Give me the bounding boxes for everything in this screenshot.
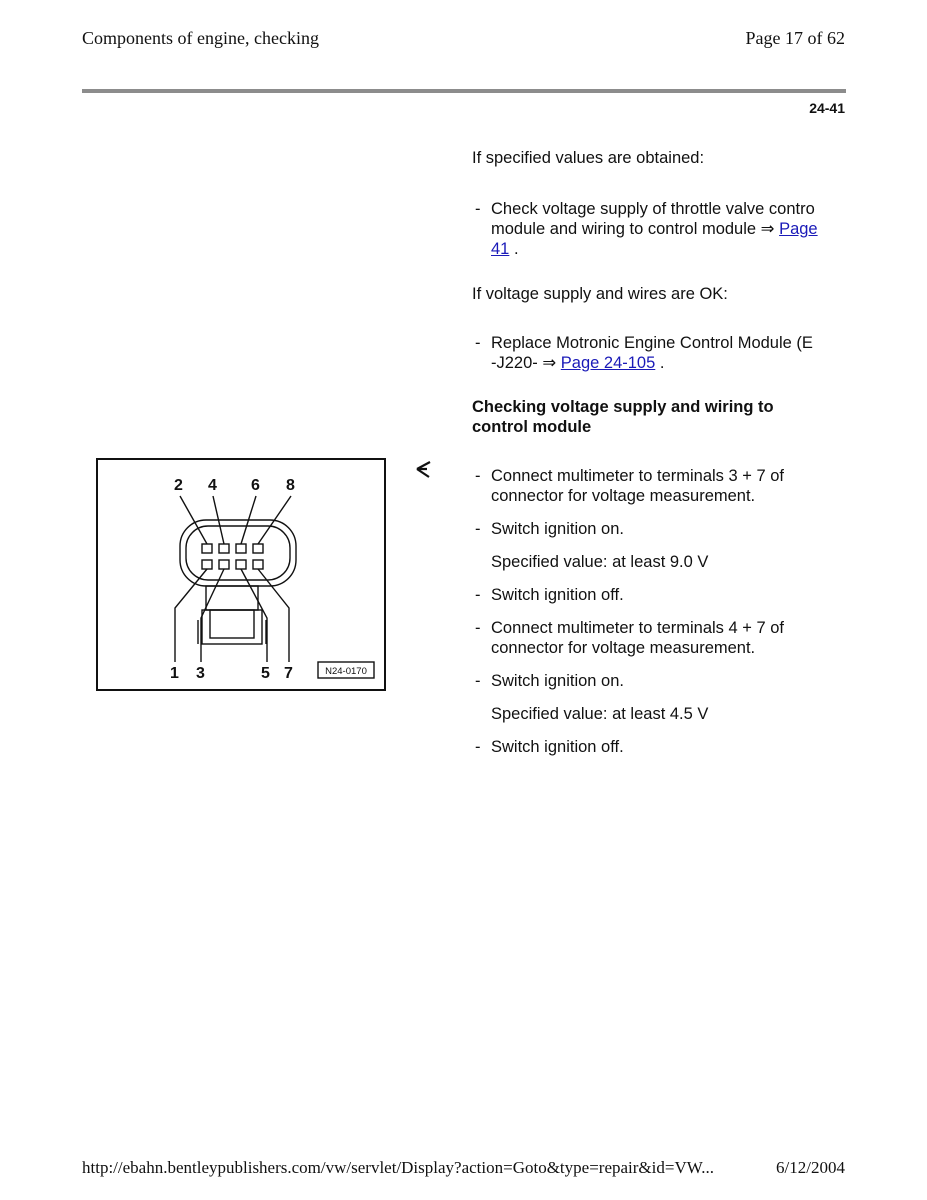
section-page-ref: 24-41 [809,100,845,116]
list-item-text-part: . [655,354,665,372]
dash: - [475,619,481,637]
document-title: Components of engine, checking [82,28,319,48]
list-item-step [472,519,846,539]
list-item-step [472,737,846,757]
page-link-continued[interactable]: 41 [491,240,510,258]
list-item-text: Switch ignition off. [491,586,624,604]
list-item-text-part: -J220- [491,354,543,372]
list-item-text [491,239,846,259]
content-column [472,148,846,757]
paragraph-specified-values: If specified values are obtained: [472,149,705,167]
dash: - [475,467,481,485]
list-item-text-part: . [509,240,519,258]
arrow-right-icon: ⇒ [542,354,557,372]
list-item-text: connector for voltage measurement. [491,639,756,657]
dash: - [475,738,481,756]
page-link[interactable]: Page [779,220,818,238]
dash: - [475,586,481,604]
list-item-text: Specified value: at least 9.0 V [491,553,709,571]
list-item-text: Switch ignition on. [491,672,624,690]
specified-value-note [472,552,846,572]
dash: - [475,200,481,218]
page-link[interactable]: Page 24-105 [560,354,656,372]
dash: - [475,520,481,538]
list-item-check-voltage [472,199,846,259]
footer-date: 6/12/2004 [776,1158,845,1177]
connector-figure [96,458,386,691]
section-heading: Checking voltage supply and wiring to control module [472,398,774,436]
dash: - [475,334,481,352]
terminal-label: 8 [286,477,295,494]
paragraph-voltage-ok: If voltage supply and wires are OK: [472,285,728,303]
figure-code: N24-0170 [325,666,367,677]
pointer-arrow-icon [415,460,433,480]
arrow-right-icon: ⇒ [760,220,775,238]
list-item-text: connector for voltage measurement. [491,487,756,505]
list-item-text-part: module and wiring to control module [491,220,761,238]
list-item-text: Switch ignition off. [491,738,624,756]
list-item-text [491,353,846,373]
list-item-step [472,585,846,605]
list-item-step [472,466,846,506]
page-number: Page 17 of 62 [745,28,845,48]
list-item-text: Connect multimeter to terminals 3 + 7 of [491,467,785,485]
list-item-replace-ecm [472,333,846,373]
terminal-label: 1 [170,665,179,682]
dash: - [475,672,481,690]
terminal-label: 4 [208,477,217,494]
header-rule [82,89,846,93]
terminal-label: 5 [261,665,270,682]
connector-diagram [98,460,384,689]
terminal-label: 7 [284,665,293,682]
list-item-text: Specified value: at least 4.5 V [491,705,709,723]
footer-url: http://ebahn.bentleypublishers.com/vw/servlet/Display?action=Goto&type=repair&id=VW... [82,1158,714,1177]
list-item-text: Replace Motronic Engine Control Module (E [491,334,813,352]
list-item-text: Check voltage supply of throttle valve contro [491,200,815,218]
terminal-label: 2 [174,477,183,494]
terminal-label: 3 [196,665,205,682]
specified-value-note [472,704,846,724]
list-item-text: Switch ignition on. [491,520,624,538]
list-item-text [491,219,846,239]
terminal-label: 6 [251,477,260,494]
list-item-step [472,618,846,658]
list-item-step [472,671,846,691]
list-item-text: Connect multimeter to terminals 4 + 7 of [491,619,785,637]
